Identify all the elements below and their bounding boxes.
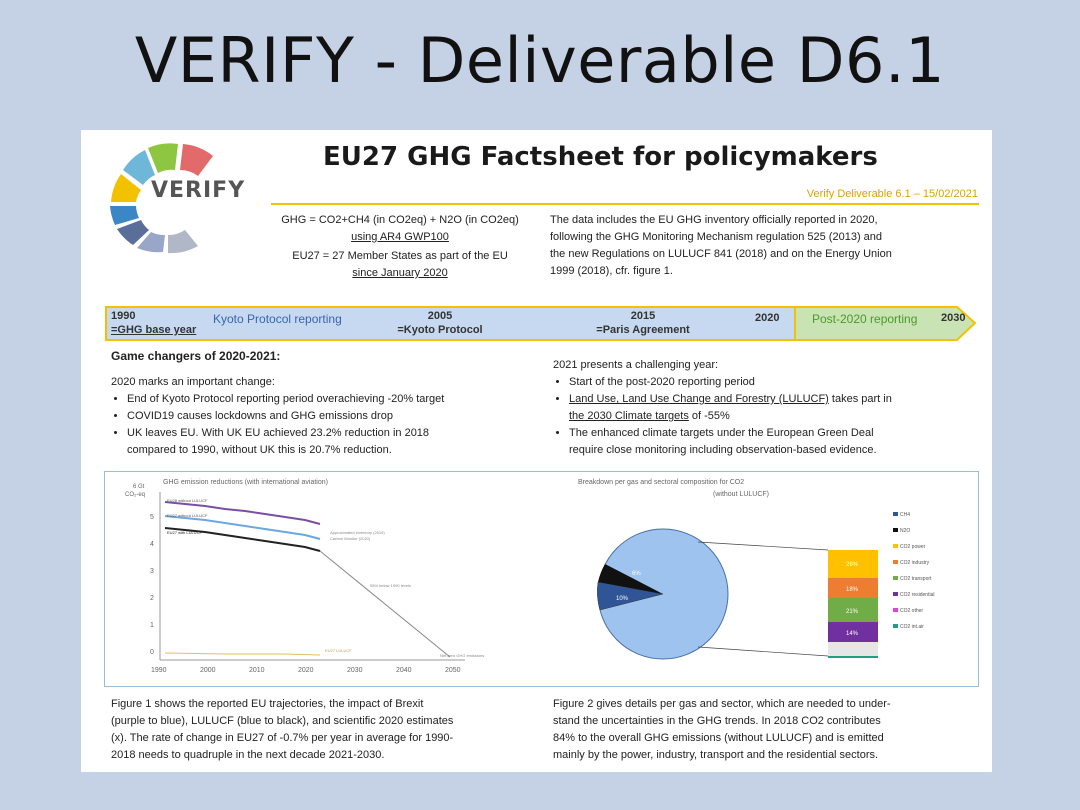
svg-text:1990: 1990 [151,667,167,674]
svg-text:84%: 84% [771,596,784,602]
svg-text:21%: 21% [846,609,859,615]
figure1-caption: Figure 1 shows the reported EU trajectories, the impact of Brexit (purple to blue), LULUCF (blue to black), and scientific 2020 estimates (x). The rate of change in EU27 of -0.7% per year in average for 1990- 2018 needs to quadruple in the next decade 2021-2030. [111,698,454,761]
list-item: • COVID19 causes lockdowns and GHG emissions drop [127,408,541,425]
figure2-chart [508,472,978,686]
figure1-chart [105,472,505,686]
slide-title: VERIFY - Deliverable D6.1 [134,24,946,97]
timeline-post-2020: Post-2020 reporting [812,312,918,326]
fig2-pie [597,529,728,659]
svg-text:CH4: CH4 [900,512,911,518]
list-item: • Land Use, Land Use Change and Forestry (LULUCF) takes part in the 2030 Climate targets of -55% [569,391,973,425]
deliverable-date: Verify Deliverable 6.1 – 15/02/2021 [806,188,978,200]
svg-text:EU27 with LULUCF: EU27 with LULUCF [167,530,202,535]
challenge-text: 2021 presents a challenging year: • Start of the post-2020 reporting period • Land Use, Land Use Change and Forestry (LULUCF) takes part in the 2030 Climate targets of -55% • The enhanced climate targets under the European Green Deal require close monitoring including observation-based evidence. [553,357,973,459]
svg-text:Net zero GHG emissions: Net zero GHG emissions [440,653,485,658]
factsheet-title: EU27 GHG Factsheet for policymakers [323,142,878,172]
fig1-yticks [150,514,154,656]
svg-text:14%: 14% [846,631,859,637]
svg-text:2000: 2000 [200,667,216,674]
svg-text:4: 4 [150,541,154,548]
timeline-kyoto-reporting: Kyoto Protocol reporting [213,312,342,326]
svg-text:N2O: N2O [900,528,911,534]
timeline-1990: 1990 =GHG base year [111,310,197,336]
svg-text:2030: 2030 [347,667,363,674]
svg-text:18%: 18% [846,587,859,593]
svg-text:2: 2 [150,595,154,602]
svg-text:CO2 int.air: CO2 int.air [900,624,924,630]
svg-text:Approximated inventory (2019): Approximated inventory (2019) [330,530,385,535]
svg-text:CO2 industry: CO2 industry [900,560,930,566]
factsheet-image [81,130,992,772]
fig1-lulucf-line [165,653,320,655]
figure2-caption: Figure 2 gives details per gas and sector, which are needed to under- stand the uncertainties in the GHG trends. In 2018 CO2 contributes 84% to the overall GHG emissions (without LULUCF) and is emitted mainly by the power, industry, transport and the residential sectors. [553,698,891,761]
svg-text:26%: 26% [846,562,859,568]
svg-text:2020: 2020 [298,667,314,674]
timeline-2015: 2015 =Paris Agreement [596,310,690,336]
svg-text:2010: 2010 [249,667,265,674]
svg-text:EU27 without LULUCF: EU27 without LULUCF [167,513,208,518]
svg-text:6 Gt: 6 Gt [133,484,145,490]
game-changers-title: Game changers of 2020-2021: [111,349,281,363]
svg-text:(without LULUCF): (without LULUCF) [713,491,770,498]
svg-text:EU28 without LULUCF: EU28 without LULUCF [167,498,208,503]
title-underline [271,203,979,205]
game-changers-text: 2020 marks an important change: • End of Kyoto Protocol reporting period overachieving -20% target • COVID19 causes lockdowns and GHG emissions drop • UK leaves EU. With UK EU achieved 23.2% reduction in 2018 compared to 1990, without UK this is 20.7% reduction. [111,374,541,459]
svg-text:5: 5 [150,514,154,521]
timeline-2005: 2005 =Kyoto Protocol [397,310,483,336]
svg-text:0: 0 [150,649,154,656]
svg-text:3: 3 [150,568,154,575]
logo-text: VERIFY [151,178,246,203]
list-item: • UK leaves EU. With UK EU achieved 23.2% reduction in 2018 compared to 1990, without UK this is 20.7% reduction. [127,425,541,459]
svg-text:2040: 2040 [396,667,412,674]
svg-text:CO2 power: CO2 power [900,544,926,550]
svg-text:1: 1 [150,622,154,629]
svg-text:CO2 transport: CO2 transport [900,576,932,582]
fig1-title: GHG emission reductions (with international aviation) [163,479,328,486]
svg-text:2050: 2050 [445,667,461,674]
fig1-xticks [151,667,461,674]
fig2-legend [893,512,934,630]
svg-text:55% below 1990 levels: 55% below 1990 levels [370,583,411,588]
list-item: • The enhanced climate targets under the European Green Deal require close monitoring including observation-based evidence. [569,425,973,459]
list-item: • End of Kyoto Protocol reporting period overachieving -20% target [127,391,541,408]
fig1-trajectory [320,551,450,657]
figures-panel [104,471,979,687]
fig2-title: Breakdown per gas and sectoral composition for CO2 [578,479,745,486]
svg-text:6%: 6% [632,571,641,577]
svg-text:Carbon Monitor (2020): Carbon Monitor (2020) [330,536,371,541]
timeline [105,305,977,342]
ghg-definition: GHG = CO2+CH4 (in CO2eq) + N2O (in CO2eq) using AR4 GWP100 [281,214,519,243]
svg-text:CO₂-eq: CO₂-eq [125,492,146,498]
timeline-2020: 2020 [755,312,780,324]
list-item: • Start of the post-2020 reporting period [569,374,973,391]
svg-text:CO2 residential: CO2 residential [900,592,935,598]
timeline-2030: 2030 [941,312,966,324]
svg-text:CO2 other: CO2 other [900,608,924,614]
svg-text:10%: 10% [616,596,629,602]
data-intro: The data includes the EU GHG inventory officially reported in 2020, following the GHG Monitoring Mechanism regulation 525 (2013) and the new Regulations on LULUCF 841 (2018) and on the Energy Union 1999 (2018), cfr. figure 1. [550,214,892,277]
eu27-definition: EU27 = 27 Member States as part of the EU since January 2020 [292,250,508,279]
svg-text:EU27 LULUCF: EU27 LULUCF [325,648,352,653]
